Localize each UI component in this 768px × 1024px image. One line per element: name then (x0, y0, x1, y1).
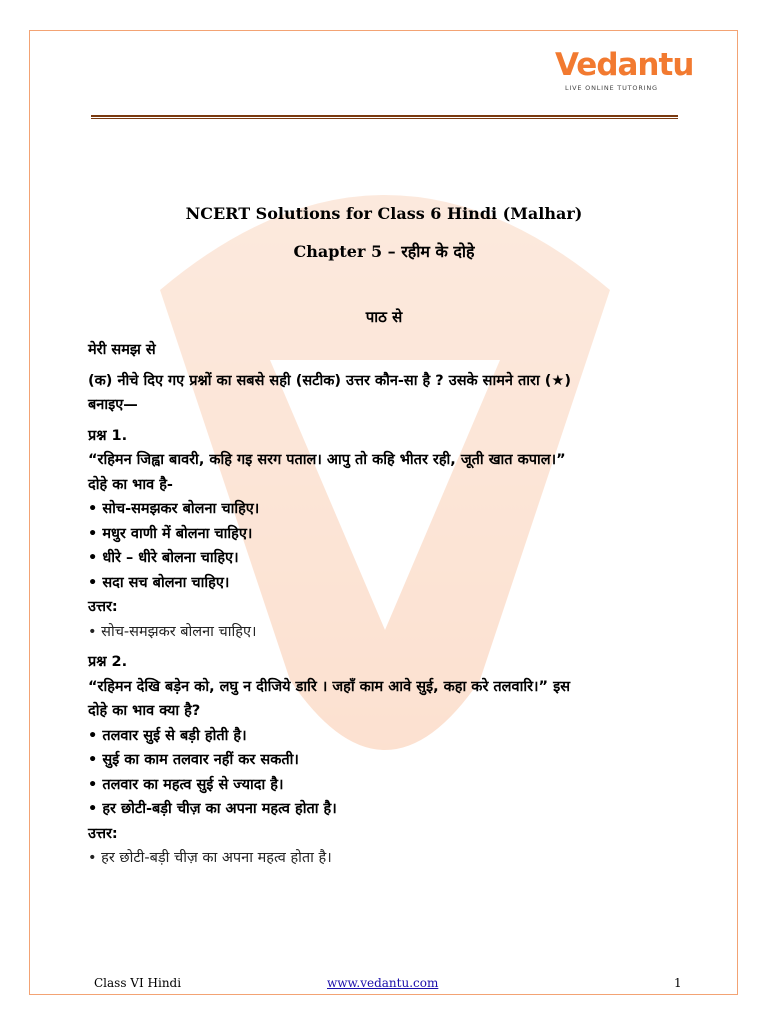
question-1-option: • धीरे – धीरे बोलना चाहिए। (88, 550, 239, 566)
question-1-label: प्रश्न 1. (88, 427, 128, 444)
question-1-answer-label: उत्तर: (88, 599, 118, 615)
question-1-text: “रहिमन जिह्वा बावरी, कहि गइ सरग पताल। आपु तो कहि भीतर रही, जूती खात कपाल।” (88, 452, 566, 468)
logo-wordmark: Vedantu (555, 47, 694, 83)
subheading: मेरी समझ से (88, 342, 156, 358)
footer-website-link[interactable]: www.vedantu.com (327, 976, 439, 990)
header-divider (91, 115, 678, 119)
footer-class-label: Class VI Hindi (94, 976, 182, 990)
logo-tagline: LIVE ONLINE TUTORING (565, 84, 658, 92)
section-title: पाठ से (365, 308, 403, 326)
question-2-option: • तलवार सुई से बड़ी होती है। (88, 727, 247, 744)
page-number: 1 (674, 976, 682, 990)
question-2-option: • सुई का काम तलवार नहीं कर सकती। (88, 752, 299, 768)
question-2-option: • हर छोटी-बड़ी चीज़ का अपना महत्व होता है। (88, 801, 337, 817)
instruction-line: बनाइए— (88, 397, 138, 413)
vedantu-logo (555, 47, 694, 105)
question-1-option: • सोच-समझकर बोलना चाहिए। (88, 501, 260, 517)
question-2-answer: • हर छोटी-बड़ी चीज़ का अपना महत्व होता है। (88, 850, 332, 866)
question-1-option: • सदा सच बोलना चाहिए। (88, 574, 230, 591)
question-2-text: दोहे का भाव क्या है? (88, 703, 201, 719)
document-title: NCERT Solutions for Class 6 Hindi (Malhar) (185, 204, 583, 223)
question-2-option: • तलवार का महत्व सुई से ज्यादा है। (88, 776, 284, 793)
question-1-text: दोहे का भाव है- (88, 476, 173, 493)
question-2-label: प्रश्न 2. (88, 654, 128, 670)
question-1-answer: • सोच-समझकर बोलना चाहिए। (88, 623, 257, 640)
question-2-answer-label: उत्तर: (88, 825, 118, 842)
instruction-line: (क) नीचे दिए गए प्रश्नों का सबसे सही (सटीक) उत्तर कौन-सा है ? उसके सामने तारा (★) (88, 372, 572, 389)
chapter-title: Chapter 5 – रहीम के दोहे (293, 242, 475, 261)
document-body (88, 338, 678, 871)
question-1-option: • मधुर वाणी में बोलना चाहिए। (88, 525, 253, 542)
question-2-text: “रहिमन देखि बड़ेन को, लघु न दीजिये डारि । जहाँ काम आवे सुई, कहा करे तलवारि।” इस (88, 678, 571, 695)
